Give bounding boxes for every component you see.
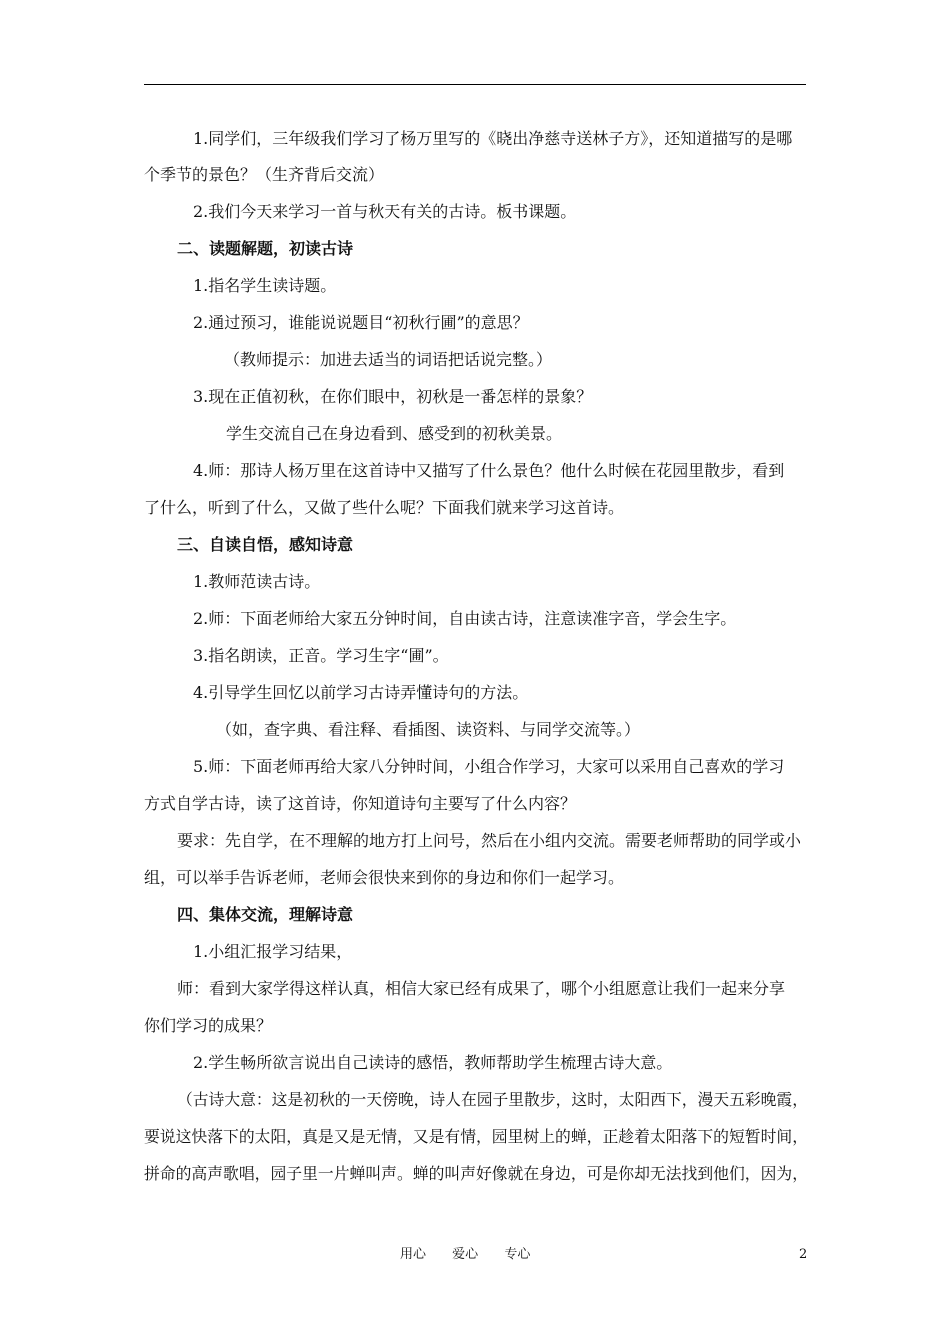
text-line: 1.同学们，三年级我们学习了杨万里写的《晓出净慈寺送林子方》，还知道描写的是哪 (193, 129, 793, 148)
section-heading: 三、自读自悟，感知诗意 (177, 535, 354, 554)
text-line: 4.引导学生回忆以前学习古诗弄懂诗句的方法。 (193, 683, 529, 702)
text-line: 2.学生畅所欲言说出自己读诗的感悟，教师帮助学生梳理古诗大意。 (193, 1053, 673, 1072)
section-heading: 四、集体交流，理解诗意 (177, 905, 354, 924)
text-line: 1.指名学生读诗题。 (193, 276, 337, 295)
text-line: 3.现在正值初秋，在你们眼中，初秋是一番怎样的景象？ (193, 387, 593, 406)
footer-word: 专心 (504, 1247, 531, 1262)
text-line: 3.指名朗读，正音。学习生字“圃”。 (193, 646, 449, 665)
text-line: 要求：先自学，在不理解的地方打上问号，然后在小组内交流。需要老师帮助的同学或小 (177, 831, 802, 850)
text-line: 方式自学古诗，读了这首诗，你知道诗句主要写了什么内容？ (144, 794, 577, 813)
text-line: （如，查字典、看注释、看插图、读资料、与同学交流等。） (216, 720, 641, 739)
text-line: 要说这快落下的太阳，真是又是无情，又是有情，园里树上的蝉，正趁着太阳落下的短暂时间， (144, 1127, 809, 1146)
text-line: 组，可以举手告诉老师，老师会很快来到你的身边和你们一起学习。 (144, 868, 625, 887)
text-line: （教师提示：加进去适当的词语把话说完整。） (224, 350, 553, 369)
text-line: 1.教师范读古诗。 (193, 572, 321, 591)
text-line: 1.小组汇报学习结果， (193, 942, 353, 961)
text-line: 师：看到大家学得这样认真，相信大家已经有成果了，哪个小组愿意让我们一起来分享 (177, 979, 786, 998)
footer-word: 爱心 (452, 1247, 479, 1262)
text-line: 了什么，听到了什么，又做了些什么呢？下面我们就来学习这首诗。 (144, 498, 625, 517)
text-line: 2.我们今天来学习一首与秋天有关的古诗。板书课题。 (193, 202, 577, 221)
header-rule (144, 84, 806, 85)
text-line: 个季节的景色？（生齐背后交流） (144, 165, 385, 184)
text-line: 拼命的高声歌唱，园子里一片蝉叫声。蝉的叫声好像就在身边，可是你却无法找到他们，因为， (144, 1164, 809, 1183)
text-line: 2.通过预习，谁能说说题目“初秋行圃”的意思？ (193, 313, 529, 332)
section-heading: 二、读题解题，初读古诗 (177, 239, 354, 258)
footer-word: 用心 (400, 1247, 427, 1262)
text-line: 你们学习的成果？ (144, 1016, 273, 1035)
page-footer (400, 1246, 552, 1264)
text-line: （古诗大意：这是初秋的一天傍晚，诗人在园子里散步，这时，太阳西下，漫天五彩晚霞， (177, 1090, 808, 1109)
text-line: 2.师：下面老师给大家五分钟时间，自由读古诗，注意读准字音，学会生字。 (193, 609, 737, 628)
page-number: 2 (799, 1247, 808, 1262)
text-line: 4.师：那诗人杨万里在这首诗中又描写了什么景色？他什么时候在花园里散步，看到 (193, 461, 785, 480)
text-line: 学生交流自己在身边看到、感受到的初秋美景。 (226, 424, 563, 443)
text-line: 5.师：下面老师再给大家八分钟时间，小组合作学习，大家可以采用自己喜欢的学习 (193, 757, 785, 776)
